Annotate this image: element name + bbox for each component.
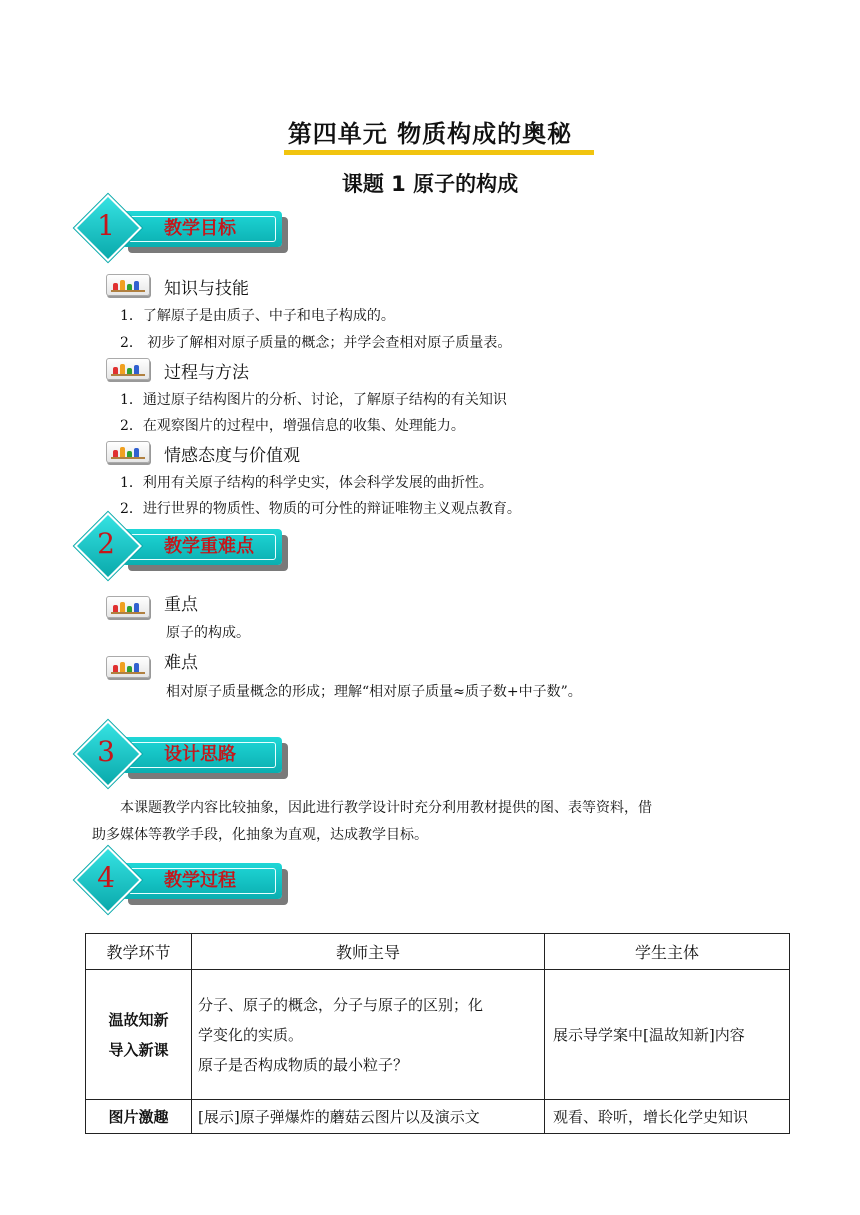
subheading-difficult: 难点 bbox=[164, 653, 198, 673]
section-number: 2 bbox=[97, 527, 115, 560]
table-header: 教学环节 bbox=[86, 934, 192, 970]
design-text-line-1: 本课题教学内容比较抽象，因此进行教学设计时充分利用教材提供的图、表等资料，借 bbox=[120, 800, 652, 816]
list-item: 1．利用有关原子结构的科学史实，体会科学发展的曲折性。 bbox=[120, 475, 493, 491]
chart-bars-icon bbox=[106, 596, 150, 618]
section-label: 教学过程 bbox=[164, 870, 236, 891]
subheading-process: 过程与方法 bbox=[164, 363, 249, 383]
chart-bars-icon bbox=[106, 441, 150, 463]
table-cell-stage bbox=[86, 970, 192, 1100]
section-label: 设计思路 bbox=[164, 744, 236, 765]
chart-bars-icon bbox=[106, 656, 150, 678]
cell-line: 导入新课 bbox=[108, 1040, 169, 1059]
table-cell-stage: 图片激趣 bbox=[86, 1100, 192, 1134]
chart-bars-icon bbox=[106, 274, 150, 296]
cell-line: 学变化的实质。 bbox=[198, 1025, 304, 1044]
chart-bars-icon bbox=[106, 358, 150, 380]
table-header: 学生主体 bbox=[545, 934, 790, 970]
table-row bbox=[86, 970, 790, 1100]
title-underline bbox=[284, 150, 594, 155]
section-number: 3 bbox=[97, 735, 115, 768]
section-label: 教学目标 bbox=[164, 218, 236, 239]
list-item: 2．在观察图片的过程中，增强信息的收集、处理能力。 bbox=[120, 418, 465, 434]
table-cell-student: 展示导学案中[温故知新]内容 bbox=[545, 970, 790, 1100]
table-header-row bbox=[86, 934, 790, 970]
cell-line: 分子、原子的概念，分子与原子的区别；化 bbox=[198, 995, 484, 1014]
section-number: 4 bbox=[97, 861, 115, 894]
section-header-1 bbox=[72, 196, 302, 270]
subheading-knowledge: 知识与技能 bbox=[164, 279, 249, 299]
design-text-line-2: 助多媒体等教学手段，化抽象为直观，达成教学目标。 bbox=[92, 827, 428, 843]
list-item: 2．进行世界的物质性、物质的可分性的辩证唯物主义观点教育。 bbox=[120, 501, 521, 517]
section-header-2 bbox=[72, 514, 302, 588]
section-header-4 bbox=[72, 848, 302, 922]
table-cell-student: 观看、聆听，增长化学史知识 bbox=[545, 1100, 790, 1134]
table-row bbox=[86, 1100, 790, 1134]
section-header-3 bbox=[72, 722, 302, 796]
teaching-process-table bbox=[85, 933, 790, 1134]
cell-line: 温故知新 bbox=[108, 1010, 169, 1029]
subheading-key: 重点 bbox=[164, 595, 198, 615]
table-header: 教师主导 bbox=[192, 934, 545, 970]
table-cell-teacher bbox=[192, 970, 545, 1100]
key-text: 原子的构成。 bbox=[166, 625, 250, 641]
page-title: 第四单元 物质构成的奥秘 bbox=[287, 120, 573, 148]
page-subtitle: 课题 1 原子的构成 bbox=[341, 172, 519, 196]
list-item: 2． 初步了解相对原子质量的概念；并学会查相对原子质量表。 bbox=[120, 335, 512, 351]
section-number: 1 bbox=[97, 209, 115, 242]
table-cell-teacher: [展示]原子弹爆炸的蘑菇云图片以及演示文 bbox=[192, 1100, 545, 1134]
difficult-text: 相对原子质量概念的形成；理解“相对原子质量≈质子数+中子数”。 bbox=[166, 684, 582, 700]
section-label: 教学重难点 bbox=[164, 536, 254, 557]
subheading-emotion: 情感态度与价值观 bbox=[164, 446, 300, 466]
cell-line: 原子是否构成物质的最小粒子？ bbox=[198, 1055, 409, 1074]
list-item: 1．通过原子结构图片的分析、讨论，了解原子结构的有关知识 bbox=[120, 392, 507, 408]
list-item: 1．了解原子是由质子、中子和电子构成的。 bbox=[120, 308, 395, 324]
